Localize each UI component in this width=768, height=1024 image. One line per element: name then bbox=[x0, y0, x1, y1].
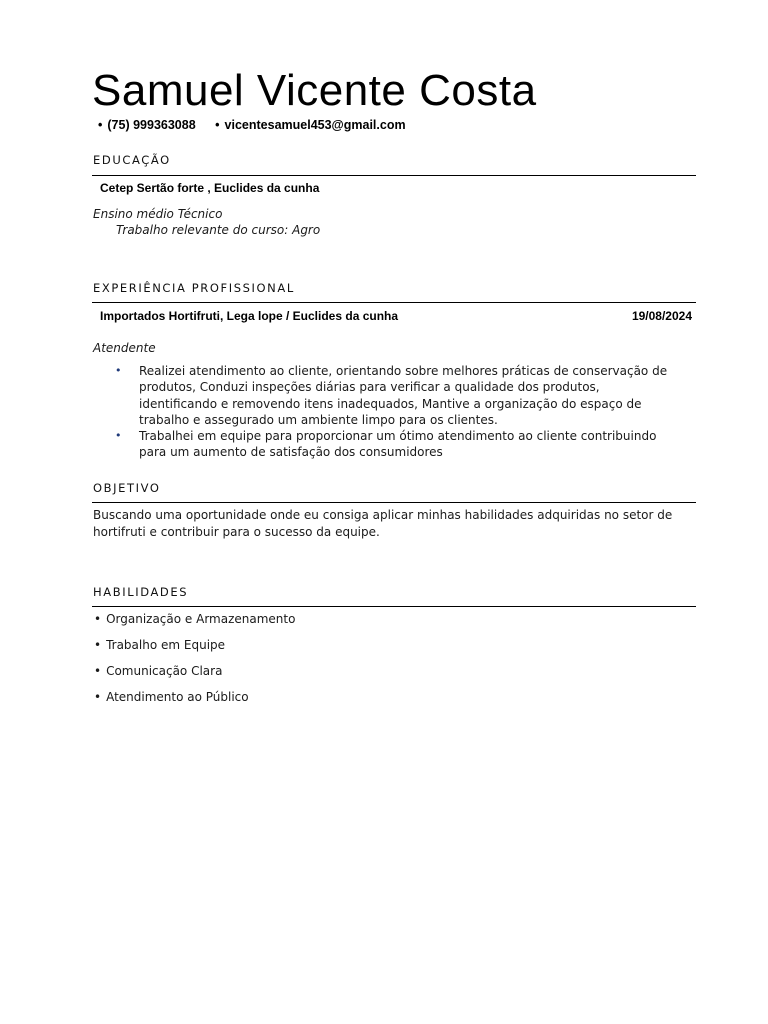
skills-divider bbox=[92, 606, 696, 607]
duties-list bbox=[115, 363, 675, 461]
skill-text: Organização e Armazenamento bbox=[106, 612, 296, 626]
bullet-icon: • bbox=[94, 664, 102, 678]
experience-date: 19/08/2024 bbox=[631, 309, 692, 323]
bullet-icon: • bbox=[98, 118, 103, 132]
duty-text: Trabalhei em equipe para proporcionar um ótimo atendimento ao cliente contribuindo para um aumento de satisfação dos consumidores bbox=[139, 429, 657, 460]
skill-text: Comunicação Clara bbox=[106, 664, 223, 678]
skills-list bbox=[94, 612, 295, 716]
objective-heading: OBJETIVO bbox=[93, 481, 161, 495]
duty-text: Realizei atendimento ao cliente, orientando sobre melhores práticas de conservação de produtos, Conduzi inspeções diárias para verificar a qualidade dos produtos, identificando e removendo itens inadequados, Mantive a organização do espaço de trabalho e assegurado um ambiente limpo para os clientes. bbox=[139, 364, 668, 427]
candidate-name: Samuel Vicente Costa bbox=[92, 66, 537, 115]
education-relevant-work: Trabalho relevante do curso: Agro bbox=[116, 223, 321, 237]
experience-divider bbox=[92, 302, 696, 303]
bullet-icon: • bbox=[94, 690, 102, 704]
list-item bbox=[115, 428, 675, 461]
bullet-icon: • bbox=[115, 364, 122, 377]
list-item bbox=[94, 638, 295, 664]
bullet-icon: • bbox=[115, 429, 122, 443]
education-degree: Ensino médio Técnico bbox=[93, 207, 223, 221]
skills-heading: HABILIDADES bbox=[93, 585, 189, 599]
experience-company: Importados Hortifruti, Lega lope / Euclides da cunha bbox=[100, 309, 399, 323]
email-address: vicentesamuel453@gmail.com bbox=[224, 118, 406, 132]
phone-number: (75) 999363088 bbox=[107, 118, 196, 132]
phone-item bbox=[98, 117, 196, 133]
skill-text: Atendimento ao Público bbox=[106, 690, 249, 704]
list-item bbox=[94, 690, 295, 716]
education-divider bbox=[92, 175, 696, 176]
list-item bbox=[94, 664, 295, 690]
experience-heading: EXPERIÊNCIA PROFISSIONAL bbox=[93, 281, 295, 295]
education-school: Cetep Sertão forte , Euclides da cunha bbox=[100, 181, 320, 195]
list-item bbox=[94, 612, 295, 638]
education-heading: EDUCAÇÃO bbox=[93, 153, 171, 167]
list-item bbox=[115, 363, 675, 428]
bullet-icon: • bbox=[94, 612, 102, 626]
bullet-icon: • bbox=[94, 638, 102, 652]
email-item bbox=[215, 117, 405, 133]
objective-text: Buscando uma oportunidade onde eu consiga aplicar minhas habilidades adquiridas no setor de hortifruti e contribuir para o sucesso da equipe. bbox=[93, 508, 673, 539]
bullet-icon: • bbox=[215, 118, 220, 132]
experience-role: Atendente bbox=[93, 341, 156, 355]
skill-text: Trabalho em Equipe bbox=[106, 638, 226, 652]
objective-divider bbox=[92, 502, 696, 503]
contact-line bbox=[98, 117, 406, 133]
